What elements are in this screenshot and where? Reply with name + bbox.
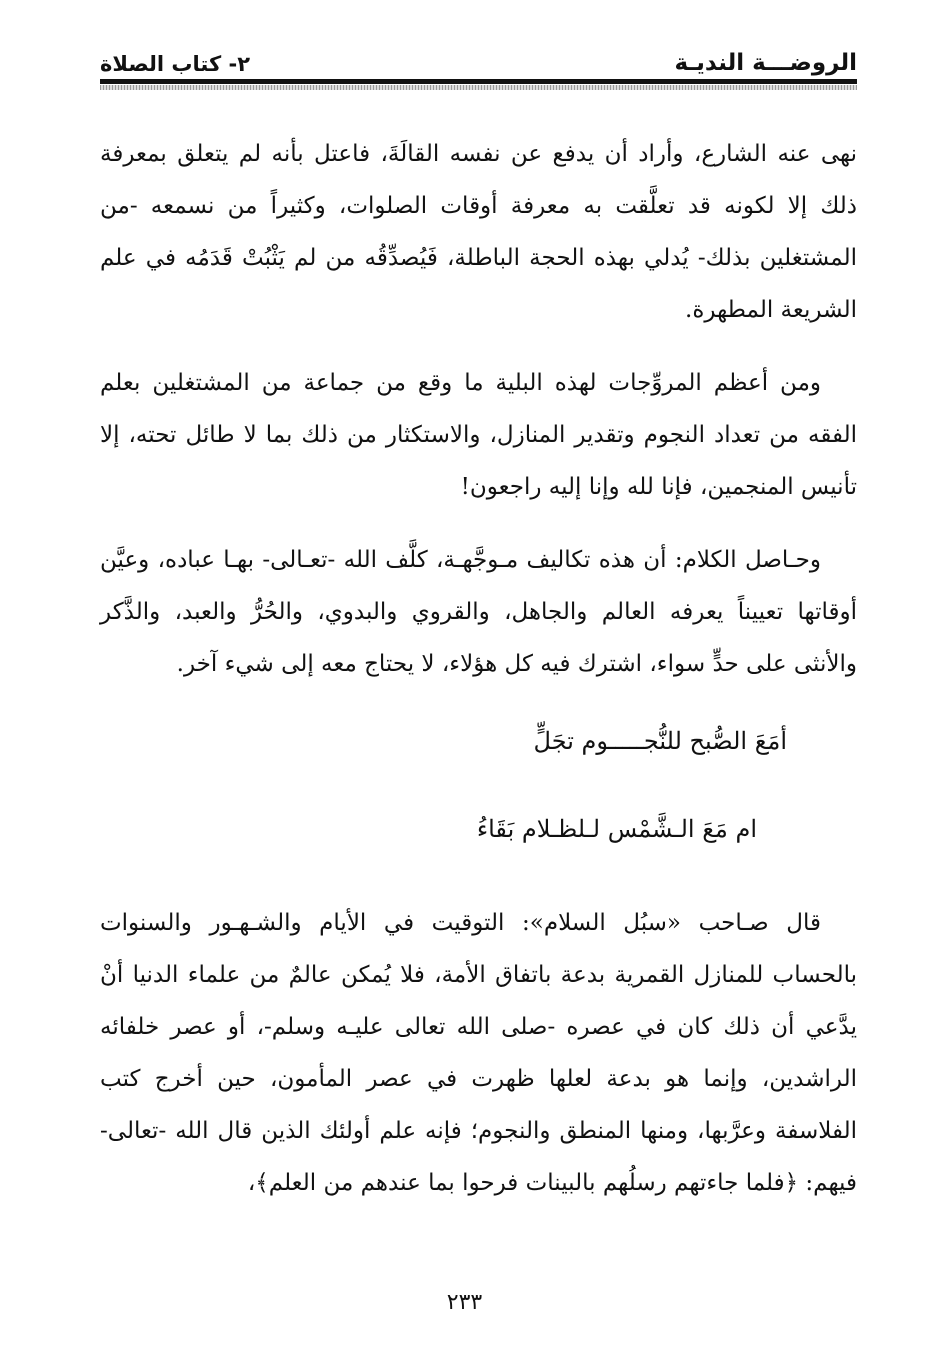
paragraph-1: نهى عنه الشارع، وأراد أن يدفع عن نفسه القالَةَ، فاعتل بأنه لم يتعلق بمعرفة ذلك إلا لكونه قد تعلَّقت به معرفة أوقات الصلوات، وكثيراً من نسمعه -من المشتغلين بذلك- يُدلي بهذه الحجة الباطلة، فَيُصدِّقُه من لم يَثْبُتْ قَدَمُه في علم الشريعة المطهرة. — [100, 141, 857, 323]
paragraph-2: ومن أعظم المروِّجات لهذه البلية ما وقع من جماعة من المشتغلين بعلم الفقه من تعداد النجوم وتقدير المنازل، والاستكثار من ذلك بما لا طائل تحته، إلا تأنيس المنجمين، فإنا لله وإنا إليه راجعون! — [100, 370, 857, 500]
header-rule — [100, 79, 857, 84]
book-title: الروضـــة النديـة — [674, 50, 857, 76]
paragraph-3: وحـاصل الكلام: أن هذه تكاليف مـوجَّهـة، كلَّف الله -تعـالى- بهـا عباده، وعيَّن أوقاتها تعييناً يعرفه العالم والجاهل، والقروي والبدوي، والحُرُّ والعبد، والذَّكر والأنثى على حدٍّ سواء، اشترك فيه كل هؤلاء، لا يحتاج معه إلى شيء آخر. — [100, 547, 857, 677]
header-rule-shade — [100, 85, 857, 90]
chapter-title: ٢- كتاب الصلاة — [100, 52, 251, 76]
page-number: ٢٣٣ — [446, 1290, 483, 1315]
paragraph-4: قال صـاحب «سبُل السلام»: التوقيت في الأيام والشـهـور والسنوات بالحساب للمنازل القمرية بدعة باتفاق الأمة، فلا يُمكن عالمٌ من علماء الدنيا أنْ يدَّعي أن ذلك كان في عصره -صلى الله تعالى عليـه وسلم-، أو عصر خلفائه الراشدين، وإنما هو بدعة لعلها ظهرت في عصر المأمون، حين أخرج كتب الفلاسفة وعرَّبها، ومنها المنطق والنجوم؛ فإنه علم أولئك الذين قال الله -تعالى- فيهم: ﴿فلما جاءتهم رسلُهم بالبينات فرحوا بما عندهم من العلم﴾، — [100, 910, 857, 1196]
page-body — [100, 128, 857, 1230]
verse-line-2: ام مَعَ الـشَّمْس لـلظـلام بَقَاءُ — [476, 815, 757, 843]
running-header — [100, 36, 857, 76]
verse-line-1: أمَعَ الصُّبح للنُّجـــــوم تجَلٍّ — [533, 727, 787, 755]
